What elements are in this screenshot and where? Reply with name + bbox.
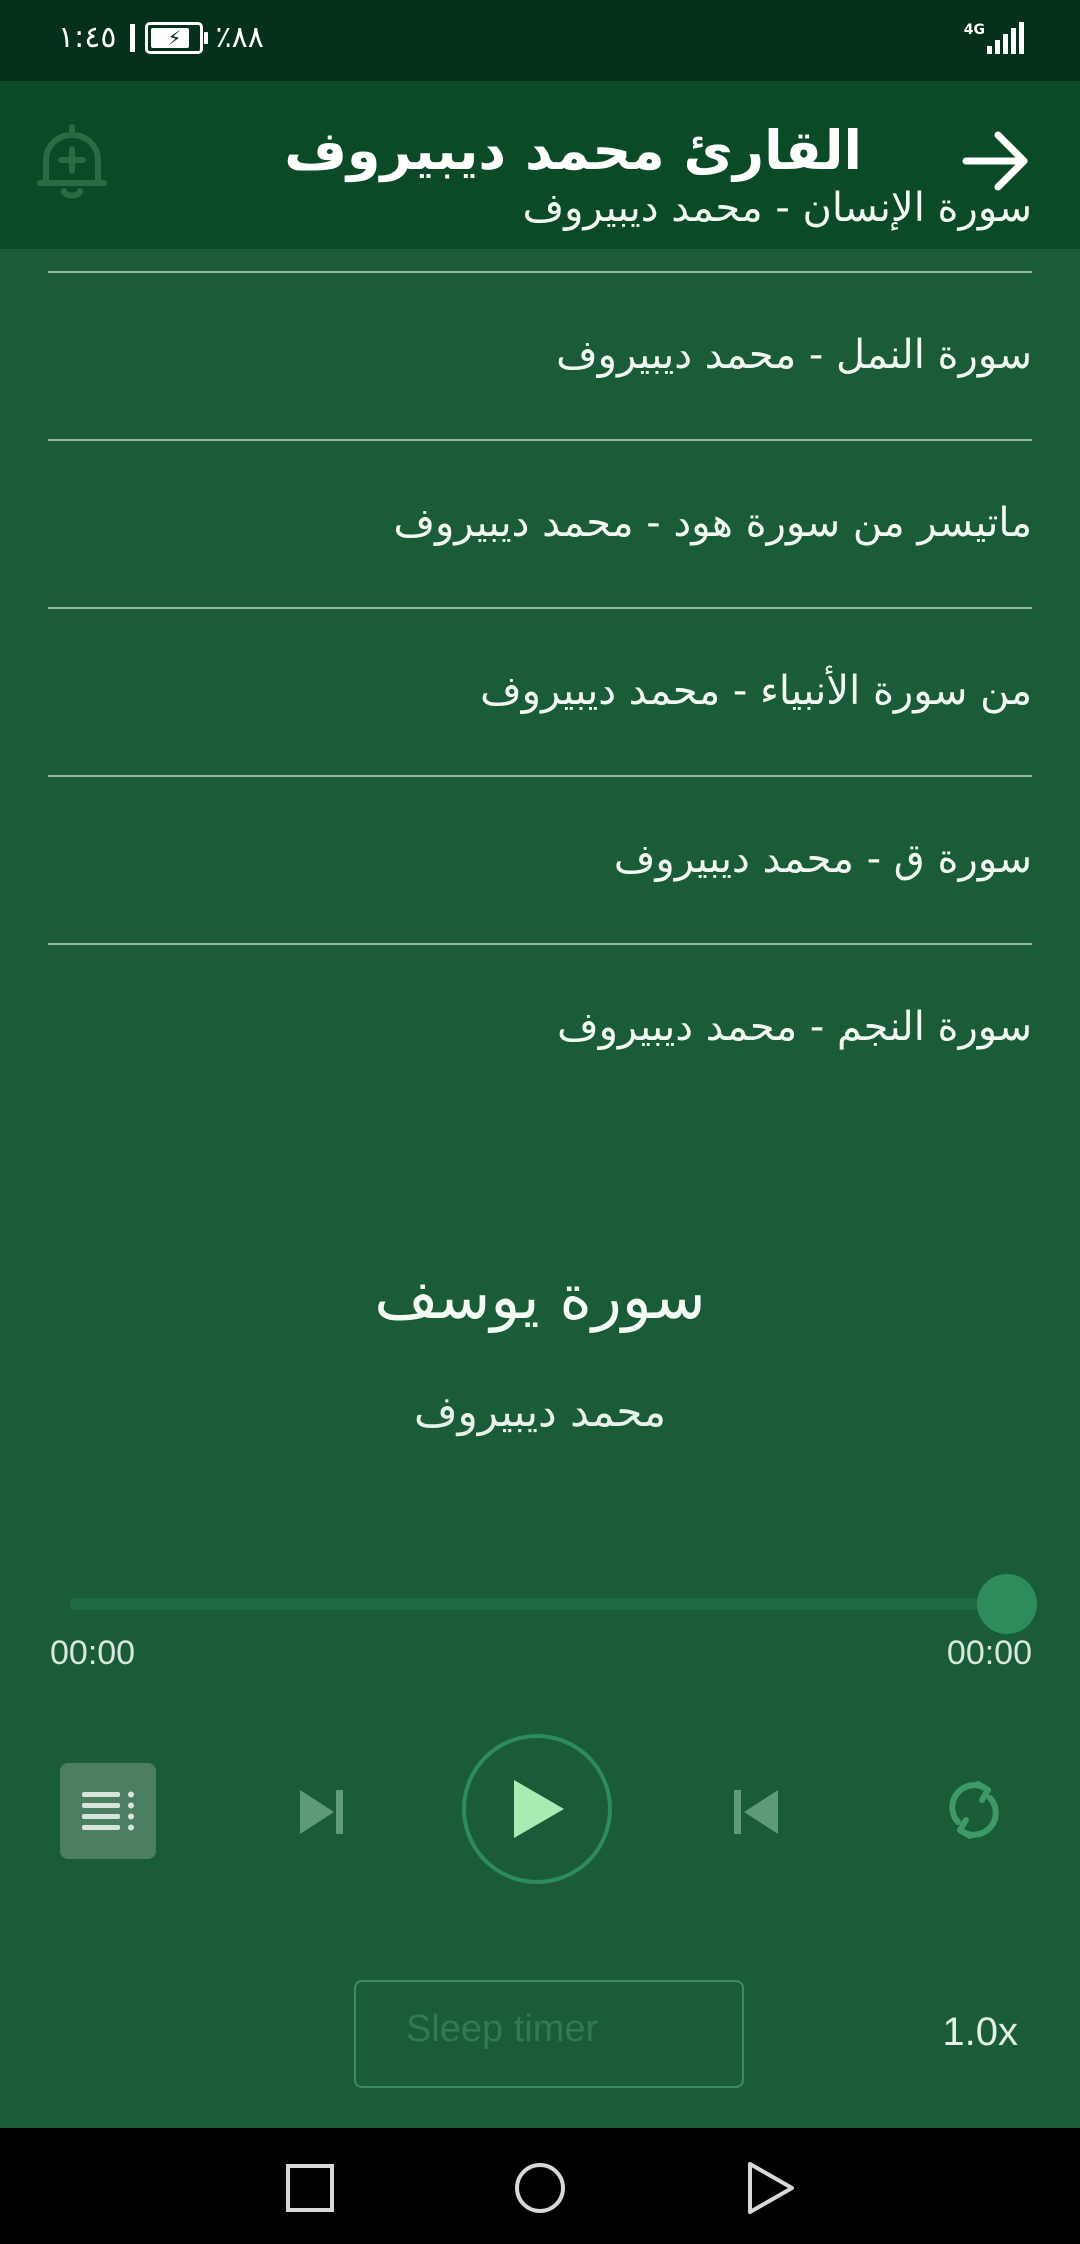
track-label: سورة النمل - محمد ديبيروف	[556, 332, 1032, 378]
track-label: سورة ق - محمد ديبيروف	[613, 836, 1032, 882]
repeat-icon[interactable]	[938, 1770, 1010, 1850]
status-separator	[130, 24, 135, 52]
playlist-icon	[78, 1786, 138, 1836]
now-playing-title: سورة يوسف	[374, 1260, 706, 1333]
status-bar	[0, 0, 1080, 81]
list-item[interactable]	[48, 775, 1032, 945]
page-title: القارئ محمد ديبيروف	[284, 119, 862, 182]
system-nav-bar	[0, 2128, 1080, 2244]
total-duration: 00:00	[946, 1634, 1032, 1672]
battery-icon: ⚡	[145, 22, 203, 54]
home-icon[interactable]	[512, 2160, 568, 2216]
recents-icon[interactable]	[282, 2160, 338, 2216]
signal-icon	[987, 22, 1024, 54]
sleep-timer-label: Sleep timer	[406, 2008, 599, 2050]
track-label: سورة الإنسان - محمد ديبيروف	[522, 185, 1032, 231]
elapsed-time: 00:00	[50, 1634, 136, 1672]
skip-previous-icon[interactable]	[724, 1776, 788, 1848]
list-item[interactable]	[48, 271, 1032, 441]
sleep-timer-button[interactable]	[354, 1980, 744, 2088]
moon-icon	[646, 2008, 698, 2064]
seek-bar[interactable]	[70, 1598, 1010, 1610]
now-playing-artist: محمد ديبيروف	[413, 1387, 667, 1436]
skip-next-icon[interactable]	[290, 1776, 354, 1848]
seek-thumb[interactable]	[977, 1574, 1037, 1634]
back-icon[interactable]	[742, 2160, 798, 2216]
list-item[interactable]	[48, 439, 1032, 609]
status-time: ١:٤٥	[58, 20, 117, 55]
status-right	[964, 22, 1024, 54]
track-label: ماتيسر من سورة هود - محمد ديبيروف	[393, 500, 1032, 546]
playlist-button[interactable]	[60, 1763, 156, 1859]
track-label: سورة النجم - محمد ديبيروف	[557, 1004, 1032, 1050]
battery-percent: ٪٨٨	[215, 20, 264, 55]
list-item[interactable]	[48, 943, 1032, 1111]
play-icon	[506, 1776, 568, 1842]
status-left	[58, 20, 264, 55]
list-item[interactable]	[48, 169, 1032, 273]
playback-speed[interactable]: 1.0x	[942, 2010, 1018, 2054]
track-label: من سورة الأنبياء - محمد ديبيروف	[480, 668, 1032, 714]
play-button[interactable]	[462, 1734, 612, 1884]
list-item[interactable]	[48, 607, 1032, 777]
network-type: 4G	[963, 22, 985, 38]
